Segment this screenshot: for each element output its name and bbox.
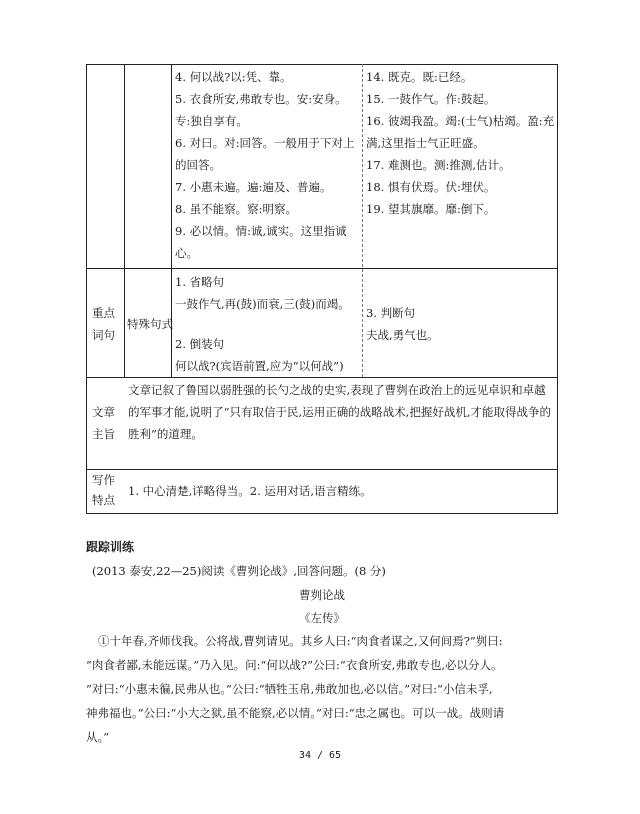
vocab-item: 15. 一鼓作气。作:鼓起。 bbox=[366, 92, 496, 106]
section-label-writing: 特点 bbox=[92, 493, 115, 507]
vocab-item: 的回答。 bbox=[175, 158, 221, 172]
section-label-theme: 主旨 bbox=[92, 427, 115, 441]
vocab-item: 7. 小惠未遍。遍:遍及、普遍。 bbox=[175, 180, 332, 194]
content-split-dashed bbox=[362, 64, 363, 377]
table-top-border bbox=[86, 64, 558, 65]
vocab-item: 9. 必以情。情:诚,诚实。这里指诚 bbox=[175, 224, 347, 238]
vocab-item: 8. 虽不能察。察:明察。 bbox=[175, 202, 298, 216]
section-label-writing: 写作 bbox=[92, 473, 115, 487]
passage-line: ①十年春,齐师伐我。公将战,曹刿请见。其乡人曰:“肉食者谋之,又何间焉?”刿曰: bbox=[98, 634, 503, 648]
omission-title: 1. 省略句 bbox=[175, 275, 225, 289]
passage-line: “肉食者鄙,未能远谋。”乃入见。问:“何以战?”公曰:“衣食所安,弗敢专也,必以分人。 bbox=[86, 658, 503, 672]
judgment-title: 3. 判断句 bbox=[366, 306, 416, 320]
inversion-title: 2. 倒装句 bbox=[175, 337, 225, 351]
writing-text: 1. 中心清楚,详略得当。2. 运用对话,语言精练。 bbox=[128, 484, 372, 498]
section-label-key-sentences: 重点 bbox=[92, 306, 115, 320]
vocab-item: 16. 彼竭我盈。竭:(士气)枯竭。盈:充 bbox=[366, 114, 555, 128]
row-divider-2 bbox=[86, 377, 558, 378]
row-divider-1 bbox=[86, 268, 558, 269]
vocab-item: 专:独自享有。 bbox=[175, 114, 248, 128]
table-bottom-border bbox=[86, 513, 558, 514]
passage-line: 神弗福也。”公曰:“小大之狱,虽不能察,必以情。”对曰:“忠之属也。可以一战。战则请 bbox=[86, 706, 505, 720]
sublabel-special-sentences: 特殊句式 bbox=[127, 317, 173, 331]
vocab-item: 14. 既克。既:已经。 bbox=[366, 70, 473, 84]
theme-text: 文章记叙了鲁国以弱胜强的长勺之战的史实,表现了曹刿在政治上的远见卓识和卓越的军事才能,说明了“只有取信于民,运用正确的战略战术,把握好战机,才能取得战争的胜利”的道理。 bbox=[128, 383, 551, 441]
table-right-border bbox=[557, 64, 558, 514]
vocab-item: 19. 望其旗靡。靡:倒下。 bbox=[366, 202, 496, 216]
judgment-example: 夫战,勇气也。 bbox=[366, 328, 439, 342]
vocab-item: 5. 衣食所安,弗敢专也。安:安身。 bbox=[175, 92, 347, 106]
table-left-border bbox=[86, 64, 87, 514]
row-divider-3 bbox=[86, 469, 558, 470]
vocab-item: 6. 对曰。对:回答。一般用于下对上 bbox=[175, 136, 355, 150]
vocab-item: 17. 难测也。测:推测,估计。 bbox=[366, 158, 511, 172]
passage-line: 从。” bbox=[86, 730, 110, 744]
vocab-item: 18. 惧有伏焉。伏:埋伏。 bbox=[366, 180, 496, 194]
vocab-item: 心。 bbox=[175, 246, 198, 260]
vocab-item: 4. 何以战?以:凭、靠。 bbox=[175, 70, 292, 84]
section-label-theme: 文章 bbox=[92, 405, 115, 419]
training-source: (2013 泰安,22—25)阅读《曹刿论战》,回答问题。(8 分) bbox=[92, 564, 386, 578]
passage-line: ”对曰:“小惠未徧,民弗从也。”公曰:“牺牲玉帛,弗敢加也,必以信。”对曰:“小信未孚, bbox=[86, 682, 493, 696]
vocab-item: 满,这里指士气正旺盛。 bbox=[366, 136, 485, 150]
passage-author: 《左传》 bbox=[299, 611, 345, 625]
passage-title: 曹刿论战 bbox=[299, 588, 345, 602]
section-label-key-sentences: 词句 bbox=[92, 328, 115, 342]
inversion-example: 何以战?(宾语前置,应为“以何战”) bbox=[175, 359, 344, 373]
label-column-divider bbox=[124, 64, 125, 377]
page-number: 34 / 65 bbox=[298, 750, 342, 761]
training-heading: 跟踪训练 bbox=[86, 540, 135, 554]
omission-example: 一鼓作气,再(鼓)而衰,三(鼓)而竭。 bbox=[175, 297, 350, 311]
